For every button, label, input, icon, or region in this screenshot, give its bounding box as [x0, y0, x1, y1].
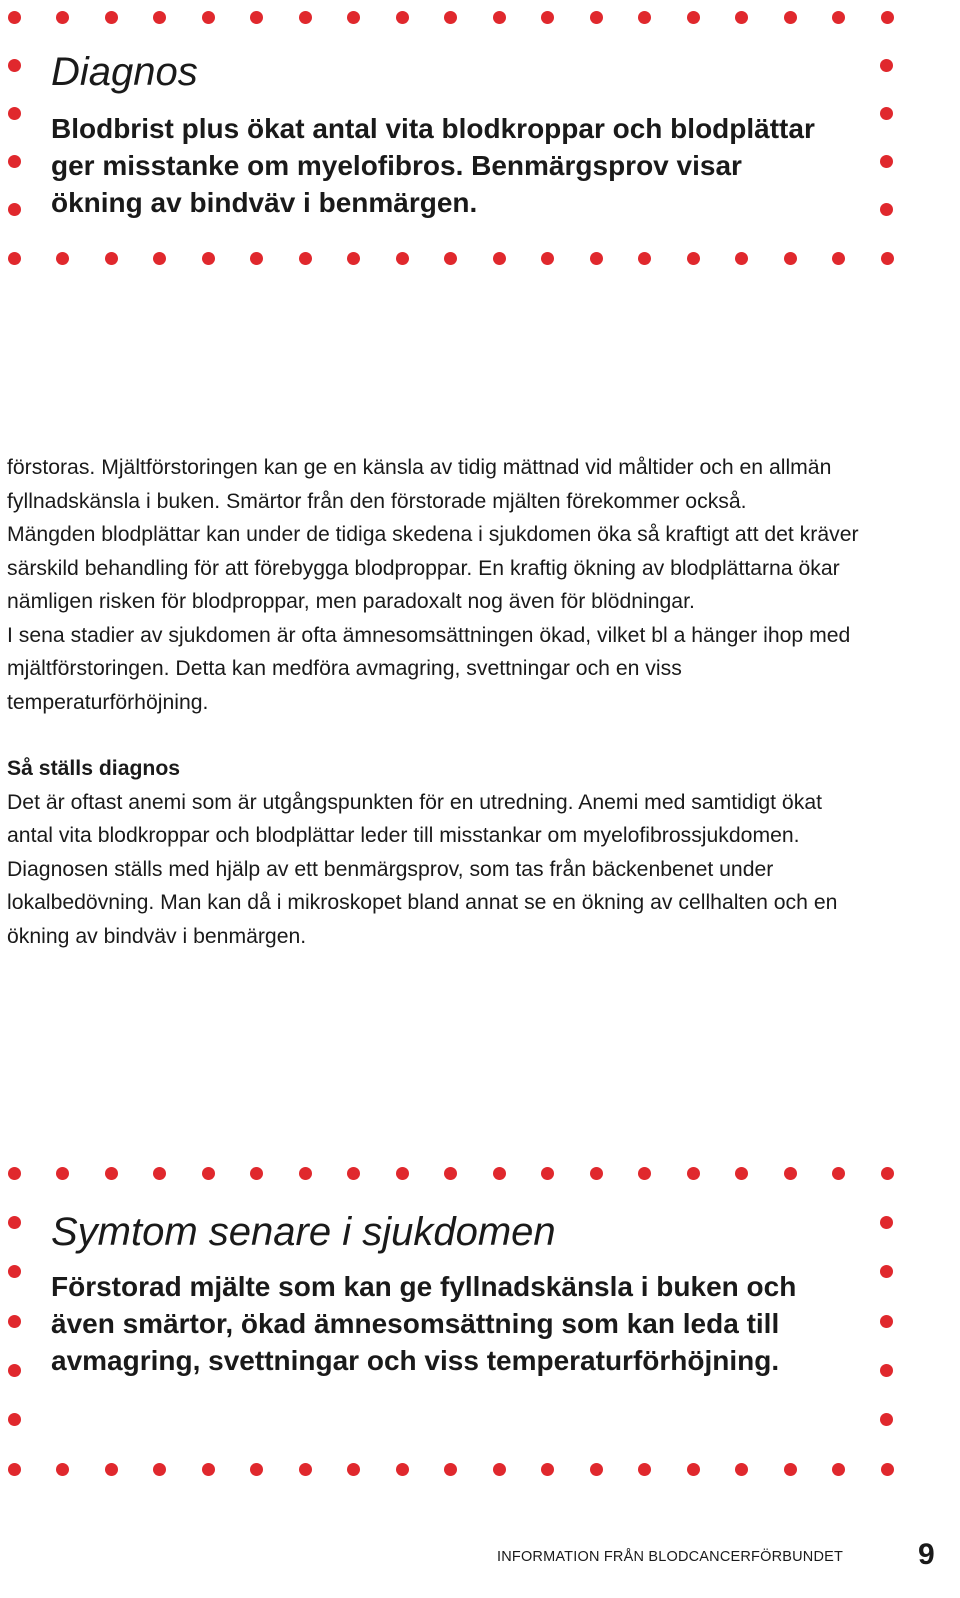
border-dot: [299, 1463, 312, 1476]
border-dot: [784, 11, 797, 24]
border-dot: [541, 1167, 554, 1180]
border-dot: [638, 11, 651, 24]
section-heading: Så ställs diagnos: [7, 757, 181, 780]
border-dot: [105, 252, 118, 265]
border-dot: [8, 1364, 21, 1377]
paragraph: Mängden blodplättar kan under de tidiga skedena i sjukdomen öka så kraftigt att det kräver särskild behandling för att förebygga blodproppar. En kraftig ökning av blodplättarna ökar nämligen risken för blodproppar, men paradoxalt nog även för blödningar.: [7, 523, 859, 613]
border-dot: [881, 252, 894, 265]
diagnos-box: [0, 0, 960, 270]
border-dot: [735, 1167, 748, 1180]
border-dot: [153, 1463, 166, 1476]
border-dot: [784, 1167, 797, 1180]
border-dot: [105, 1167, 118, 1180]
footer-label: INFORMATION FRÅN BLODCANCERFÖRBUNDET: [497, 1549, 844, 1565]
diagnos-text: Blodbrist plus ökat antal vita blodkroppar och blodplättar ger misstanke om myelofibros. Benmärgsprov visar ökning av bindväv i benmärgen.: [51, 113, 815, 218]
border-dot: [687, 252, 700, 265]
border-dot: [881, 11, 894, 24]
paragraph: förstoras. Mjältförstoringen kan ge en känsla av tidig mättnad vid måltider och en allmän fyllnadskänsla i buken. Smärtor från den förstorade mjälten förekommer också.: [7, 456, 832, 513]
symptom-box: [0, 1160, 960, 1480]
border-dot: [638, 1167, 651, 1180]
border-dot: [735, 252, 748, 265]
border-dot: [347, 252, 360, 265]
border-dot: [105, 11, 118, 24]
border-dot: [881, 1463, 894, 1476]
border-dot: [832, 1463, 845, 1476]
border-dot: [56, 1167, 69, 1180]
border-dot: [590, 252, 603, 265]
paragraph: Det är oftast anemi som är utgångspunkten för en utredning. Anemi med samtidigt ökat antal vita blodkroppar och blodplättar leder till misstankar om myelofibrossjukdomen. Diagnosen ställs med hjälp av ett benmärgsprov, som tas från bäckenbenet under lokalbedövning. Man kan då i mikroskopet bland annat se en ökning av cellhalten och en ökning av bindväv i benmärgen.: [7, 790, 838, 948]
border-dot: [832, 252, 845, 265]
border-dot: [202, 1463, 215, 1476]
border-dot: [590, 11, 603, 24]
border-dot: [687, 1167, 700, 1180]
border-dot: [8, 107, 21, 120]
border-dot: [784, 252, 797, 265]
border-dot: [880, 203, 893, 216]
border-dot: [250, 1463, 263, 1476]
border-dot: [8, 203, 21, 216]
border-dot: [396, 252, 409, 265]
border-dot: [493, 1463, 506, 1476]
border-dot: [8, 155, 21, 168]
border-dot: [396, 1463, 409, 1476]
symptom-text: Förstorad mjälte som kan ge fyllnadskänsla i buken och även smärtor, ökad ämnesomsättning som kan leda till avmagring, svettningar och viss temperaturförhöjning.: [51, 1271, 797, 1376]
border-dot: [250, 252, 263, 265]
border-dot: [299, 252, 312, 265]
border-dot: [8, 1463, 21, 1476]
border-dot: [880, 155, 893, 168]
body-text: [7, 451, 867, 953]
border-dot: [8, 1216, 21, 1229]
border-dot: [687, 1463, 700, 1476]
border-dot: [396, 11, 409, 24]
border-dot: [8, 1315, 21, 1328]
border-dot: [8, 1265, 21, 1278]
border-dot: [880, 1315, 893, 1328]
border-dot: [880, 1265, 893, 1278]
border-dot: [687, 11, 700, 24]
border-dot: [493, 11, 506, 24]
border-dot: [541, 11, 554, 24]
border-dot: [202, 11, 215, 24]
border-dot: [735, 1463, 748, 1476]
border-dot: [250, 1167, 263, 1180]
border-dot: [444, 1463, 457, 1476]
border-dot: [444, 252, 457, 265]
border-dot: [880, 1364, 893, 1377]
border-dot: [153, 1167, 166, 1180]
border-dot: [638, 252, 651, 265]
border-dot: [56, 11, 69, 24]
border-dot: [299, 1167, 312, 1180]
border-dot: [590, 1463, 603, 1476]
border-dot: [153, 11, 166, 24]
border-dot: [590, 1167, 603, 1180]
border-dot: [8, 1167, 21, 1180]
symptom-title: Symtom senare i sjukdomen: [51, 1210, 556, 1254]
border-dot: [880, 1413, 893, 1426]
border-dot: [832, 11, 845, 24]
border-dot: [541, 252, 554, 265]
border-dot: [347, 1167, 360, 1180]
diagnos-title: Diagnos: [51, 50, 198, 94]
border-dot: [493, 252, 506, 265]
border-dot: [493, 1167, 506, 1180]
border-dot: [444, 11, 457, 24]
border-dot: [8, 1413, 21, 1426]
border-dot: [784, 1463, 797, 1476]
border-dot: [299, 11, 312, 24]
border-dot: [638, 1463, 651, 1476]
border-dot: [56, 1463, 69, 1476]
border-dot: [541, 1463, 554, 1476]
border-dot: [8, 11, 21, 24]
page-number: 9: [918, 1538, 935, 1571]
border-dot: [347, 1463, 360, 1476]
border-dot: [153, 252, 166, 265]
paragraph: I sena stadier av sjukdomen är ofta ämnesomsättningen ökad, vilket bl a hänger ihop med mjältförstoringen. Detta kan medföra avmagring, svettningar och en viss temperaturförhöjning.: [7, 623, 851, 714]
border-dot: [444, 1167, 457, 1180]
border-dot: [347, 11, 360, 24]
border-dot: [832, 1167, 845, 1180]
border-dot: [880, 59, 893, 72]
border-dot: [202, 1167, 215, 1180]
border-dot: [8, 59, 21, 72]
paragraph-spacer: [7, 719, 867, 752]
border-dot: [250, 11, 263, 24]
border-dot: [735, 11, 748, 24]
border-dot: [880, 107, 893, 120]
border-dot: [202, 252, 215, 265]
border-dot: [880, 1216, 893, 1229]
border-dot: [881, 1167, 894, 1180]
border-dot: [56, 252, 69, 265]
border-dot: [8, 252, 21, 265]
border-dot: [105, 1463, 118, 1476]
border-dot: [396, 1167, 409, 1180]
